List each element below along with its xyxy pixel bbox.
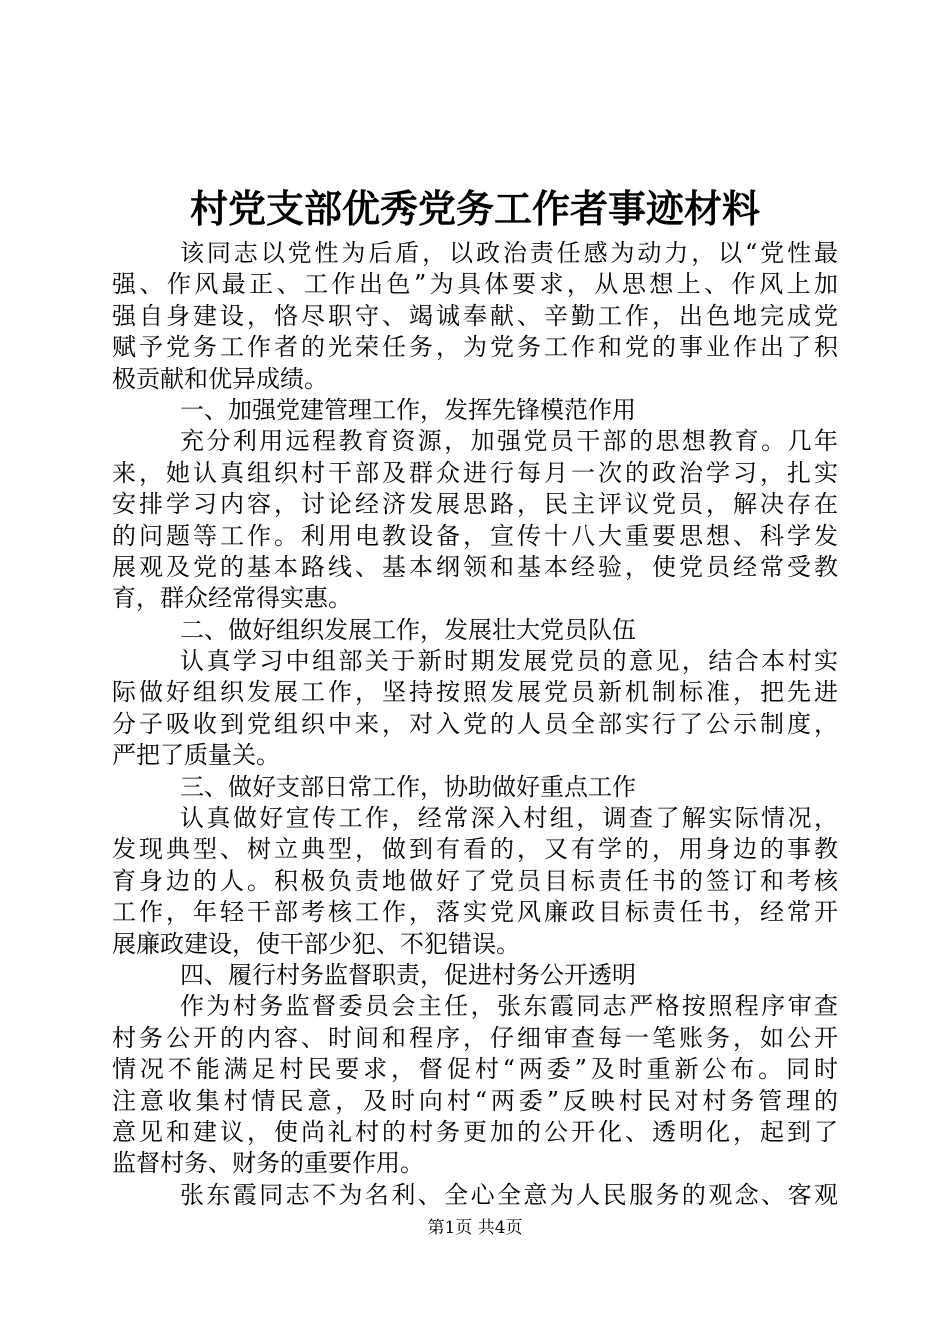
text-line: 情况不能满足村民要求，督促村“两委”及时重新公布。同时 xyxy=(112,1055,838,1084)
page-footer: 第1页 共4页 xyxy=(427,1218,523,1238)
text-line: 际做好组织发展工作，坚持按照发展党员新机制标准，把先进 xyxy=(112,678,838,707)
text-line: 作为村务监督委员会主任，张东霞同志严格按照程序审查 xyxy=(180,992,838,1021)
text-line: 育身边的人。积极负责地做好了党员目标责任书的签订和考核 xyxy=(112,866,838,895)
text-line: 强自身建设，恪尽职守、竭诚奉献、辛勤工作，出色地完成党 xyxy=(112,301,838,330)
text-line: 来，她认真组织村干部及群众进行每月一次的政治学习，扎实 xyxy=(112,458,838,487)
text-line: 强、作风最正、工作出色”为具体要求，从思想上、作风上加 xyxy=(112,270,838,299)
text-line: 张东霞同志不为名利、全心全意为人民服务的观念、客观 xyxy=(180,1180,838,1209)
text-line: 注意收集村情民意，及时向村“两委”反映村民对村务管理的 xyxy=(112,1086,838,1115)
text-line: 该同志以党性为后盾，以政治责任感为动力，以“党性最 xyxy=(180,239,838,267)
text-line: 严把了质量关。 xyxy=(112,741,280,770)
text-line: 监督村务、财务的重要作用。 xyxy=(112,1149,424,1178)
text-line: 四、履行村务监督职责，促进村务公开透明 xyxy=(180,960,636,989)
text-line: 的问题等工作。利用电教设备，宣传十八大重要思想、科学发 xyxy=(112,521,838,550)
text-line: 赋予党务工作者的光荣任务，为党务工作和党的事业作出了积 xyxy=(112,333,838,362)
text-line: 工作，年轻干部考核工作，落实党风廉政目标责任书，经常开 xyxy=(112,898,838,927)
text-line: 认真做好宣传工作，经常深入村组，调查了解实际情况， xyxy=(180,804,838,833)
text-line: 意见和建议，使尚礼村的村务更加的公开化、透明化，起到了 xyxy=(112,1117,838,1146)
text-line: 育，群众经常得实惠。 xyxy=(112,584,352,613)
text-line: 二、做好组织发展工作，发展壮大党员队伍 xyxy=(180,615,636,644)
text-line: 充分利用远程教育资源，加强党员干部的思想教育。几年 xyxy=(180,427,838,456)
document-body xyxy=(112,238,838,1211)
text-line: 一、加强党建管理工作，发挥先锋模范作用 xyxy=(180,395,636,424)
text-line: 认真学习中组部关于新时期发展党员的意见，结合本村实 xyxy=(180,647,838,676)
document-title: 村党支部优秀党务工作者事迹材料 xyxy=(189,186,760,231)
text-line: 分子吸收到党组织中来，对入党的人员全部实行了公示制度， xyxy=(112,709,838,738)
text-line: 村务公开的内容、时间和程序，仔细审查每一笔账务，如公开 xyxy=(112,1023,838,1052)
text-line: 安排学习内容，讨论经济发展思路，民主评议党员，解决存在 xyxy=(112,490,838,519)
text-line: 展观及党的基本路线、基本纲领和基本经验，使党员经常受教 xyxy=(112,552,838,581)
text-line: 极贡献和优异成绩。 xyxy=(112,364,328,393)
text-line: 发现典型、树立典型，做到有看的，又有学的，用身边的事教 xyxy=(112,835,838,864)
text-line: 展廉政建设，使干部少犯、不犯错误。 xyxy=(112,929,520,958)
text-line: 三、做好支部日常工作，协助做好重点工作 xyxy=(180,772,636,801)
